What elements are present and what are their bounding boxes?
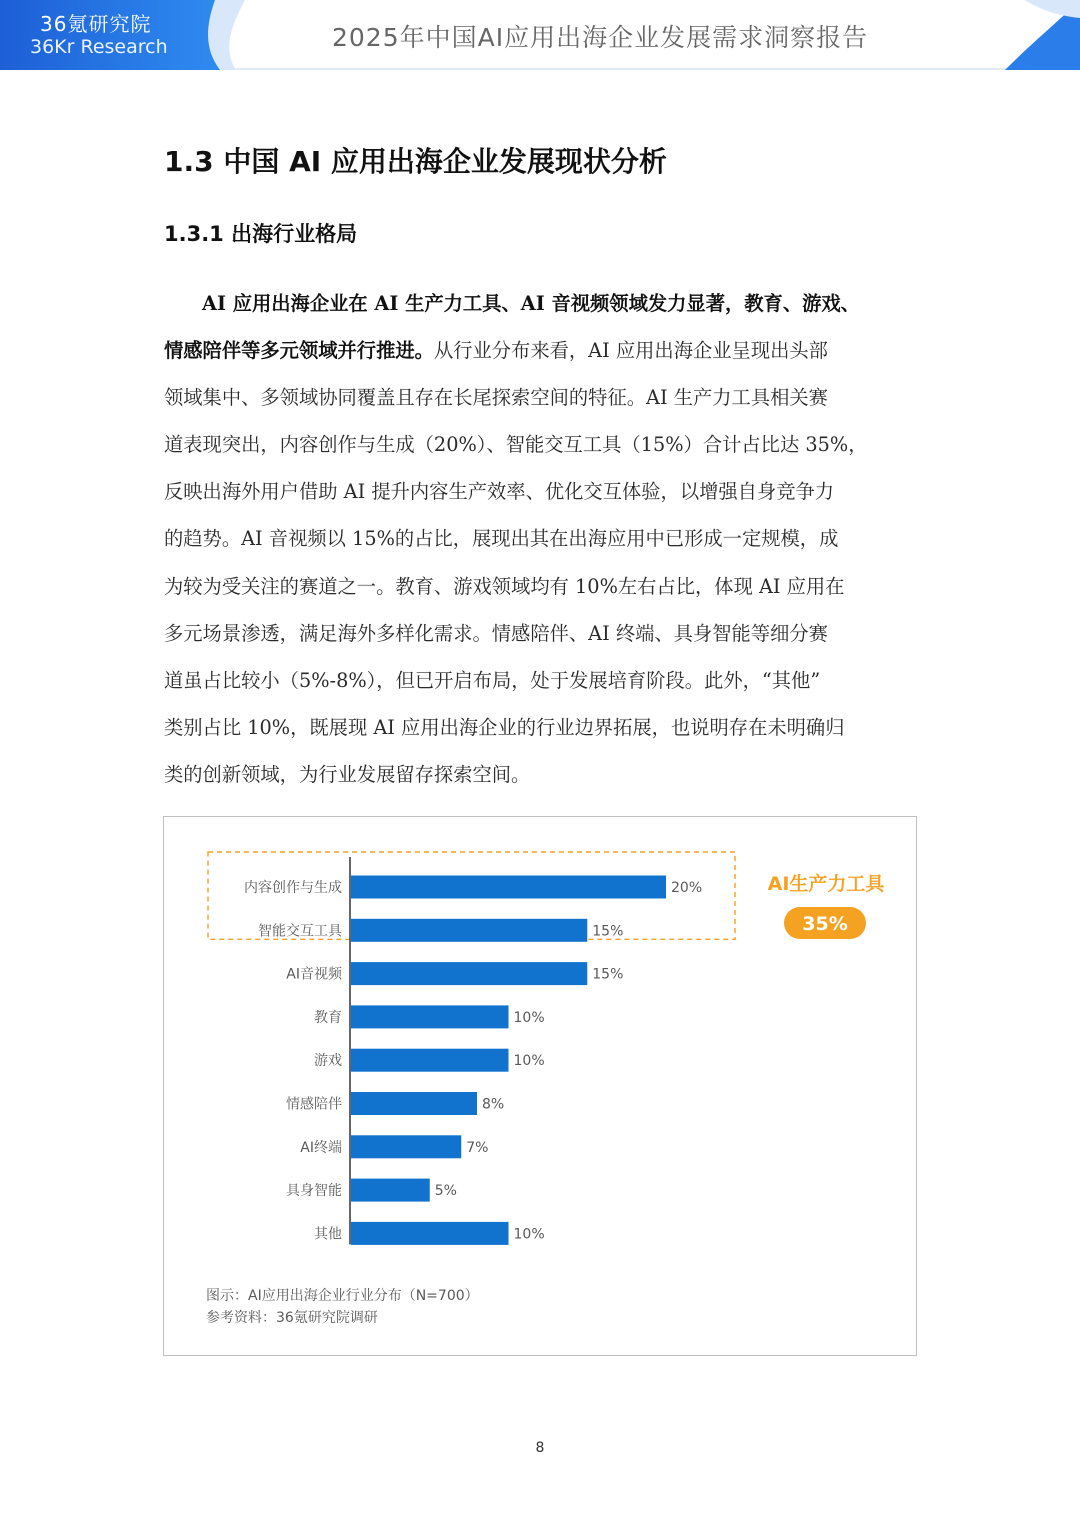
category-label: 智能交互工具 <box>258 923 342 940</box>
category-label: 情感陪伴 <box>286 1096 342 1113</box>
highlight-label: AI生产力工具 <box>767 873 885 895</box>
chart-source: 参考资料：36氪研究院调研 <box>206 1310 378 1326</box>
category-label: AI终端 <box>300 1139 342 1156</box>
bar-chart <box>164 817 916 1355</box>
chart-caption: 图示：AI应用出海企业行业分布（N=700） <box>206 1288 479 1304</box>
category-label: 内容创作与生成 <box>244 880 342 896</box>
bar <box>351 919 587 942</box>
body-line: 反映出海外用户借助 AI 提升内容生产效率、优化交互体验，以增强自身竞争力 <box>164 480 835 504</box>
section-title: 1.3 中国 AI 应用出海企业发展现状分析 <box>164 145 667 178</box>
value-label: 15% <box>592 923 624 940</box>
page-number: 8 <box>535 1440 545 1456</box>
category-label: 其他 <box>314 1226 342 1243</box>
bar <box>351 1135 461 1158</box>
value-label: 7% <box>466 1139 489 1156</box>
bar <box>351 876 666 899</box>
logo-chinese: 36氪研究院 <box>40 12 152 36</box>
category-label: 游戏 <box>314 1053 342 1070</box>
body-line: 道表现突出，内容创作与生成（20%）、智能交互工具（15%）合计占比达 35%， <box>164 433 868 457</box>
logo-english: 36Kr Research <box>30 36 168 58</box>
body-line: 的趋势。AI 音视频以 15%的占比，展现出其在出海应用中已形成一定规模，成 <box>164 527 839 551</box>
body-paragraph <box>164 280 916 798</box>
bar <box>351 1179 430 1202</box>
value-label: 8% <box>482 1096 505 1113</box>
bar <box>351 1005 509 1028</box>
category-label: 教育 <box>314 1009 342 1026</box>
value-label: 10% <box>513 1009 545 1026</box>
bar <box>351 1222 509 1245</box>
category-label: AI音视频 <box>286 966 342 983</box>
body-line: 多元场景渗透，满足海外多样化需求。情感陪伴、AI 终端、具身智能等细分赛 <box>164 621 828 645</box>
body-line: 为较为受关注的赛道之一。教育、游戏领域均有 10%左右占比，体现 AI 应用在 <box>164 574 845 598</box>
value-label: 20% <box>671 880 703 896</box>
highlight-total: 35% <box>802 913 848 935</box>
chart-frame <box>163 816 917 1356</box>
page-header <box>0 0 1080 70</box>
value-label: 5% <box>434 1183 457 1200</box>
bar <box>351 962 587 985</box>
body-line: AI 应用出海企业在 AI 生产力工具、AI 音视频领域发力显著，教育、游戏、 <box>202 292 860 315</box>
body-line: 类别占比 10%，既展现 AI 应用出海企业的行业边界拓展，也说明存在未明确归 <box>164 715 845 739</box>
bar <box>351 1092 477 1115</box>
category-label: 具身智能 <box>286 1183 342 1200</box>
subsection-title: 1.3.1 出海行业格局 <box>164 222 358 246</box>
body-line: 道虽占比较小（5%-8%），但已开启布局，处于发展培育阶段。此外，“其他” <box>164 668 821 692</box>
body-line: 领域集中、多领域协同覆盖且存在长尾探索空间的特征。AI 生产力工具相关赛 <box>164 386 828 410</box>
body-line: 情感陪伴等多元领域并行推进。从行业分布来看，AI 应用出海企业呈现出头部 <box>164 339 828 363</box>
value-label: 15% <box>592 966 624 983</box>
body-line: 类的创新领域，为行业发展留存探索空间。 <box>164 762 531 786</box>
report-title: 2025年中国AI应用出海企业发展需求洞察报告 <box>332 23 869 52</box>
bar <box>351 1049 509 1072</box>
value-label: 10% <box>513 1053 545 1070</box>
value-label: 10% <box>513 1226 545 1243</box>
